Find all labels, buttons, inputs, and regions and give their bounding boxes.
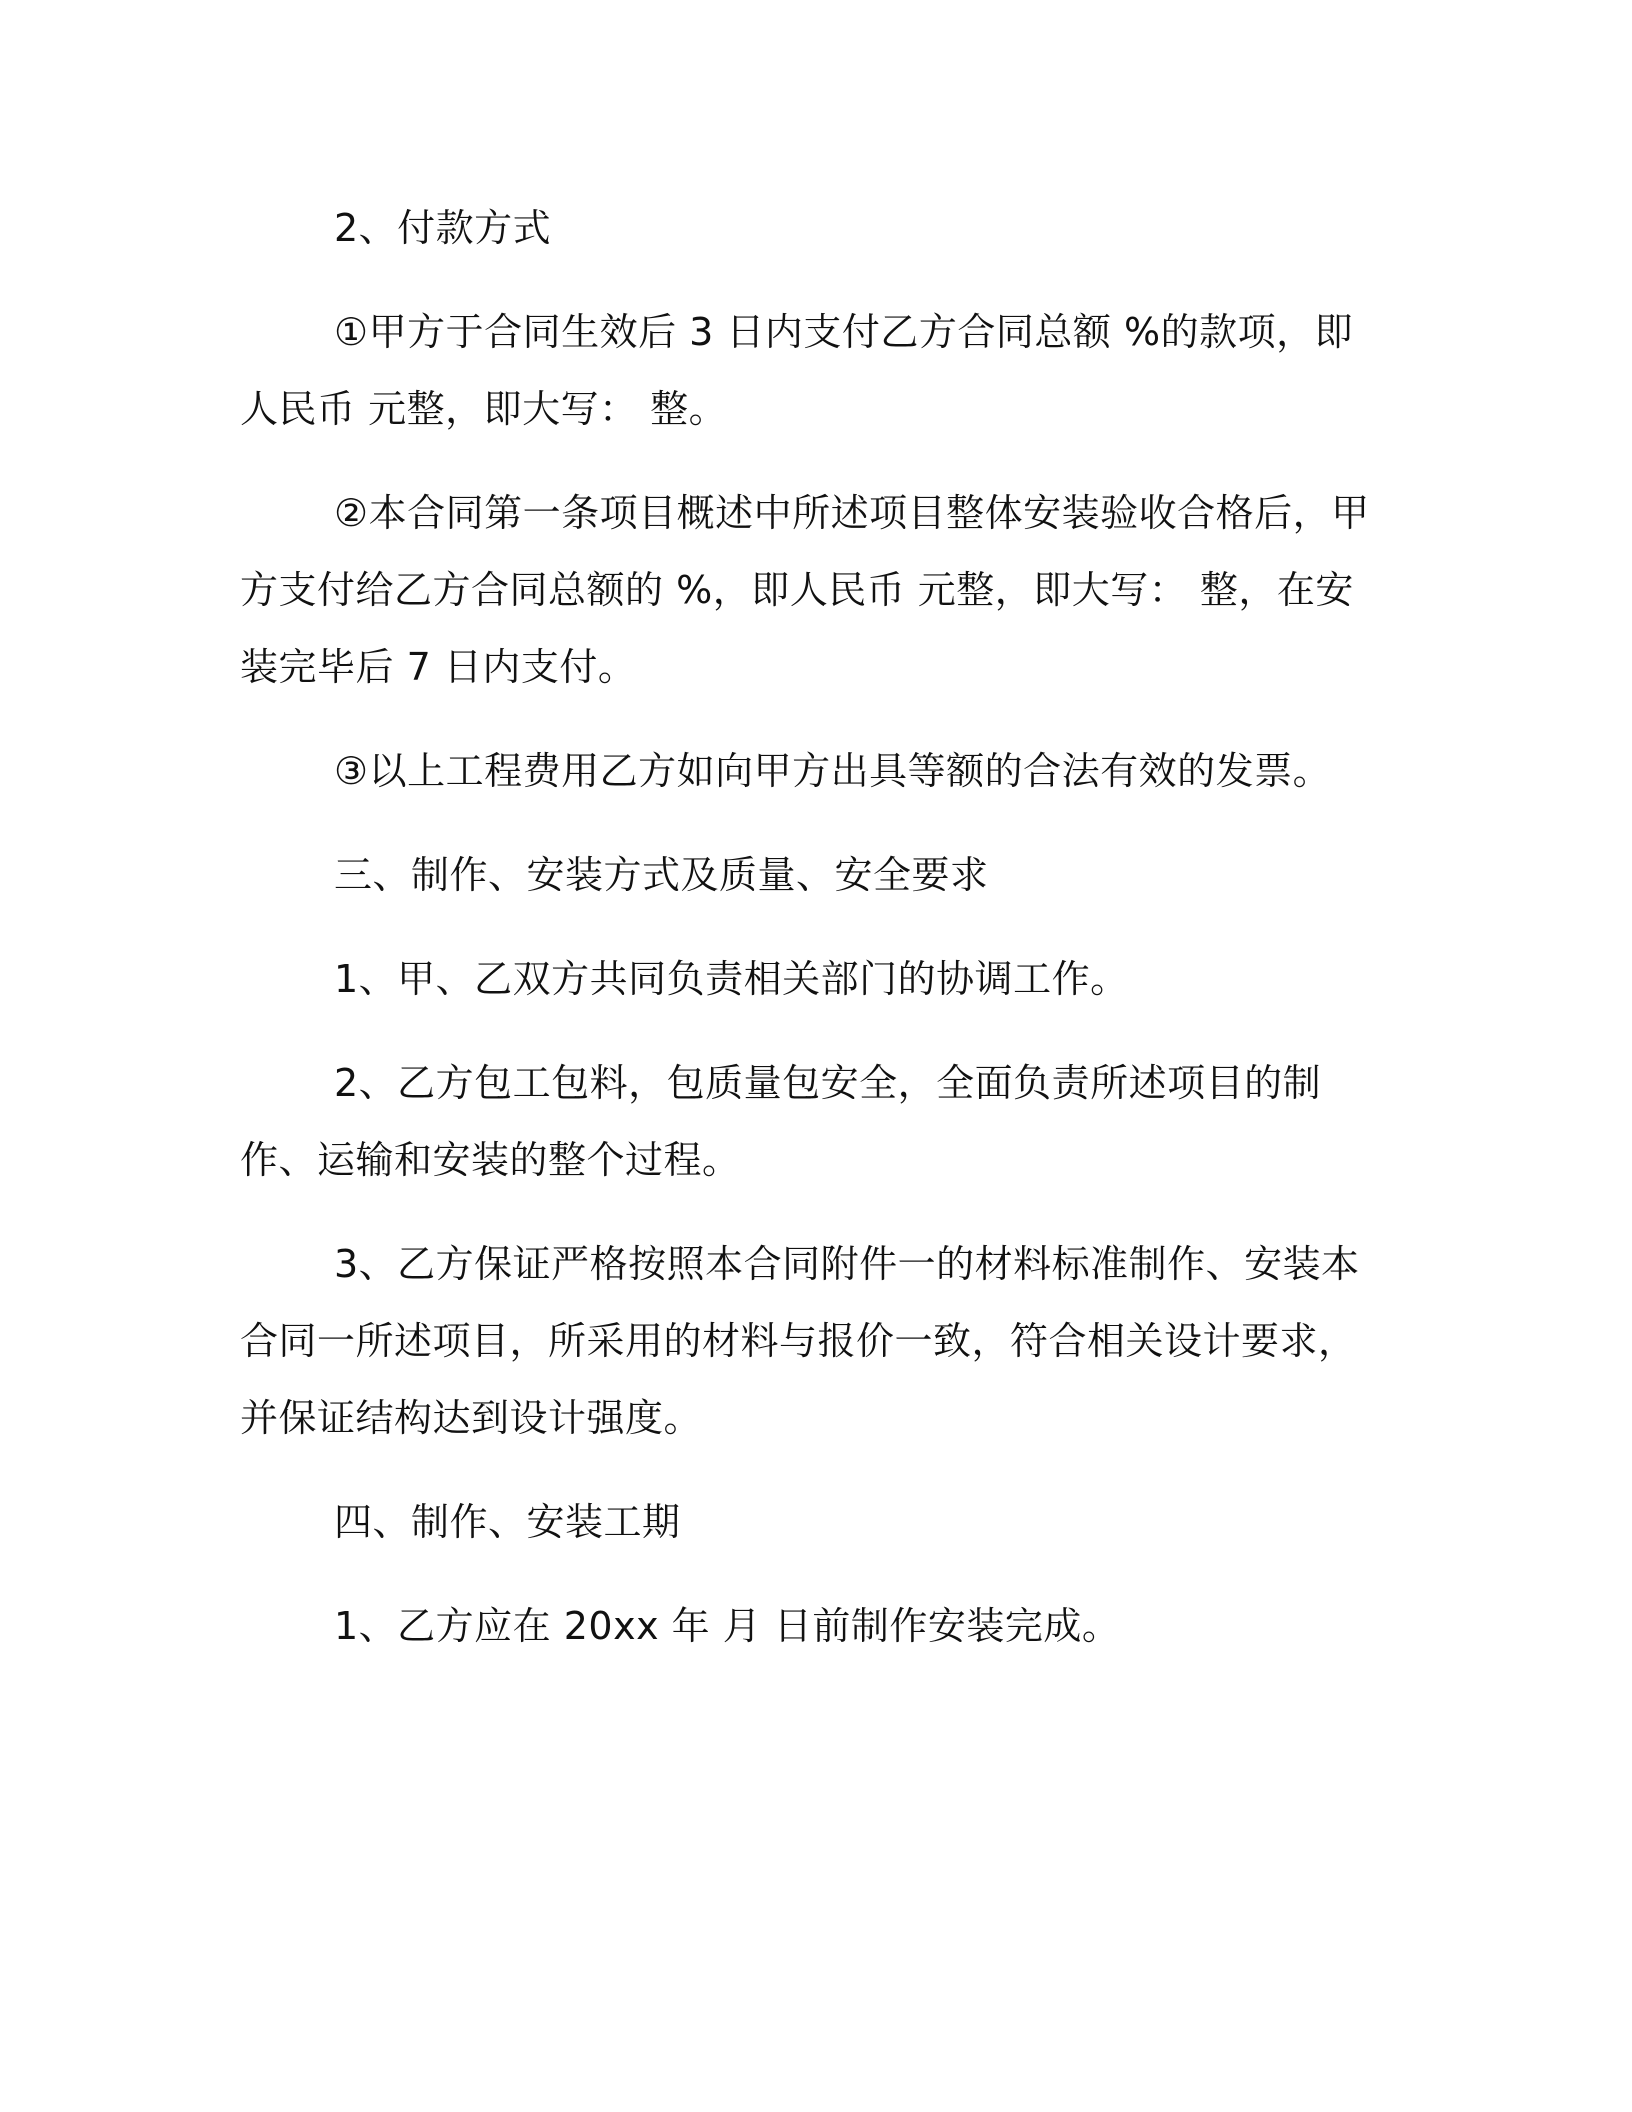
- quality-clause-1: 1、甲、乙双方共同负责相关部门的协调工作。: [334, 957, 1129, 1001]
- payment-clause-1: ①甲方于合同生效后 3 日内支付乙方合同总额 %的款项，即人民币 元整，即大写： 整。: [240, 310, 1354, 431]
- document-body: [240, 190, 1390, 1692]
- section-heading-quality-safety: 三、制作、安装方式及质量、安全要求: [334, 853, 989, 897]
- payment-clause-2: ②本合同第一条项目概述中所述项目整体安装验收合格后，甲方支付给乙方合同总额的 %，即人民币 元整，即大写： 整，在安装完毕后 7 日内支付。: [240, 491, 1370, 689]
- section-heading-payment-method: 2、付款方式: [334, 206, 552, 250]
- quality-clause-2: 2、乙方包工包料，包质量包安全，全面负责所述项目的制作、运输和安装的整个过程。: [240, 1061, 1322, 1182]
- payment-clause-3: ③以上工程费用乙方如向甲方出具等额的合法有效的发票。: [334, 749, 1332, 793]
- schedule-clause-1: 1、乙方应在 20xx 年 月 日前制作安装完成。: [334, 1604, 1121, 1648]
- section-heading-schedule: 四、制作、安装工期: [334, 1500, 681, 1544]
- quality-clause-3: 3、乙方保证严格按照本合同附件一的材料标准制作、安装本合同一所述项目，所采用的材料与报价一致，符合相关设计要求，并保证结构达到设计强度。: [240, 1242, 1360, 1440]
